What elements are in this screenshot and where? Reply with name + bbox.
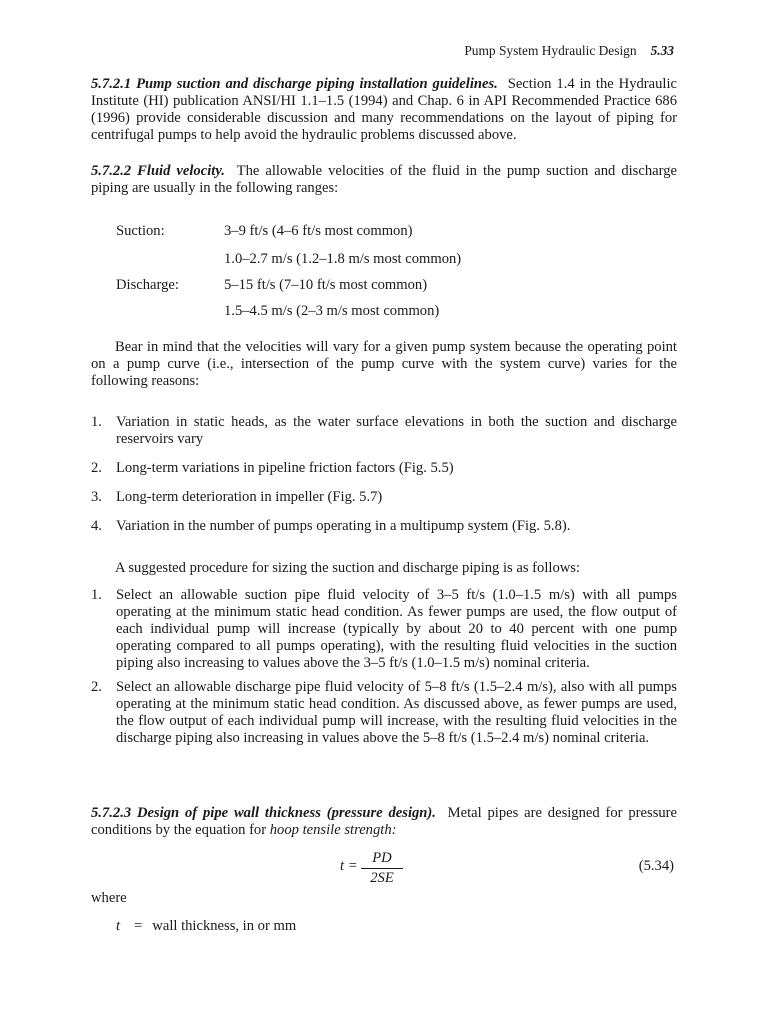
procedure-list [91, 587, 677, 747]
where-label: where [91, 890, 127, 906]
list-item: 1. Select an allowable suction pipe fluid velocity of 3–5 ft/s (1.0–1.5 m/s) with all pumps operating at the minimum static head condition. As fewer pumps are used, the flow output of each individual pump will increase (typically by about 20 to 40 percent with one pump operating compared to all pumps operating), with the resulting fluid velocities in the suction piping also increasing to values above the 3–5 ft/s (1.0–1.5 m/s) nominal criteria. [91, 587, 677, 671]
equation-number: (5.34) [638, 858, 674, 874]
list-item: 4. Variation in the number of pumps operating in a multipump system (Fig. 5.8). [91, 518, 571, 534]
definition-row [116, 918, 296, 935]
velocity-label: Suction: [116, 223, 165, 239]
velocity-value: 1.5–4.5 m/s (2–3 m/s most common) [224, 303, 440, 319]
section-5-7-2-3 [91, 805, 677, 839]
paragraph-bear-in-mind: Bear in mind that the velocities will vary for a given pump system because the operating point on a pump curve (i.e., intersection of the pump curve with the system curve) varies for the following reasons: [91, 339, 677, 389]
velocity-label: Discharge: [116, 277, 179, 293]
equation-lhs: t = [340, 858, 358, 874]
section-5-7-2-1 [91, 76, 677, 144]
running-header [464, 42, 674, 59]
list-item: 3. Long-term deterioration in impeller (Fig. 5.7) [91, 489, 383, 505]
equation-denominator: 2SE [370, 870, 394, 886]
velocity-value: 1.0–2.7 m/s (1.2–1.8 m/s most common) [224, 251, 462, 267]
section-title: Design of pipe wall thickness (pressure design). [136, 805, 436, 821]
equation-fraction [361, 850, 403, 887]
section-number: 5.7.2.2 [91, 163, 132, 179]
section-title: Fluid velocity. [137, 163, 225, 179]
list-item: 1. Variation in static heads, as the water surface elevations in both the suction and discharge reservoirs vary [91, 414, 677, 447]
section-title: Pump suction and discharge piping installation guidelines. [136, 76, 498, 92]
fraction-bar [361, 868, 403, 869]
section-body: Metal pipes are designed for pressure conditions by the equation for [91, 805, 678, 838]
reasons-list [91, 414, 677, 535]
definition-symbol: t [116, 918, 121, 934]
section-number: 5.7.2.1 [91, 76, 132, 92]
running-title: Pump System Hydraulic Design [464, 43, 637, 58]
velocity-value: 3–9 ft/s (4–6 ft/s most common) [224, 223, 413, 239]
section-body-emphasis: hoop tensile strength: [269, 822, 397, 838]
section-5-7-2-2 [91, 163, 677, 197]
list-item: 2. Select an allowable discharge pipe fluid velocity of 5–8 ft/s (1.5–2.4 m/s), also with all pumps operating at the minimum static head condition. As discussed above, as fewer pumps are used, the flow output of each individual pump will increase, with the resulting fluid velocities in the discharge piping also increasing in values above the 5–8 ft/s (1.5–2.4 m/s) nominal criteria. [91, 679, 677, 746]
list-item: 2. Long-term variations in pipeline friction factors (Fig. 5.5) [91, 460, 454, 476]
velocity-value: 5–15 ft/s (7–10 ft/s most common) [224, 277, 428, 293]
equation-numerator: PD [372, 850, 392, 866]
definition-equals: = [134, 918, 143, 934]
section-number: 5.7.2.3 [91, 805, 132, 821]
section-body: Section 1.4 in the Hydraulic Institute (HI) publication ANSI/HI 1.1–1.5 (1994) and Chap. 6 in API Recommended Practice 686 (1996) provide considerable discussion and many recommendations on the layout of piping for centrifugal pumps to help avoid the hydraulic problems discussed above. [91, 76, 678, 143]
definition-text: wall thickness, in or mm [152, 918, 297, 934]
section-body: The allowable velocities of the fluid in the pump suction and discharge piping are usually in the following ranges: [91, 163, 677, 196]
page-number: 5.33 [650, 43, 674, 58]
paragraph-procedure-intro: A suggested procedure for sizing the suction and discharge piping is as follows: [115, 560, 581, 576]
